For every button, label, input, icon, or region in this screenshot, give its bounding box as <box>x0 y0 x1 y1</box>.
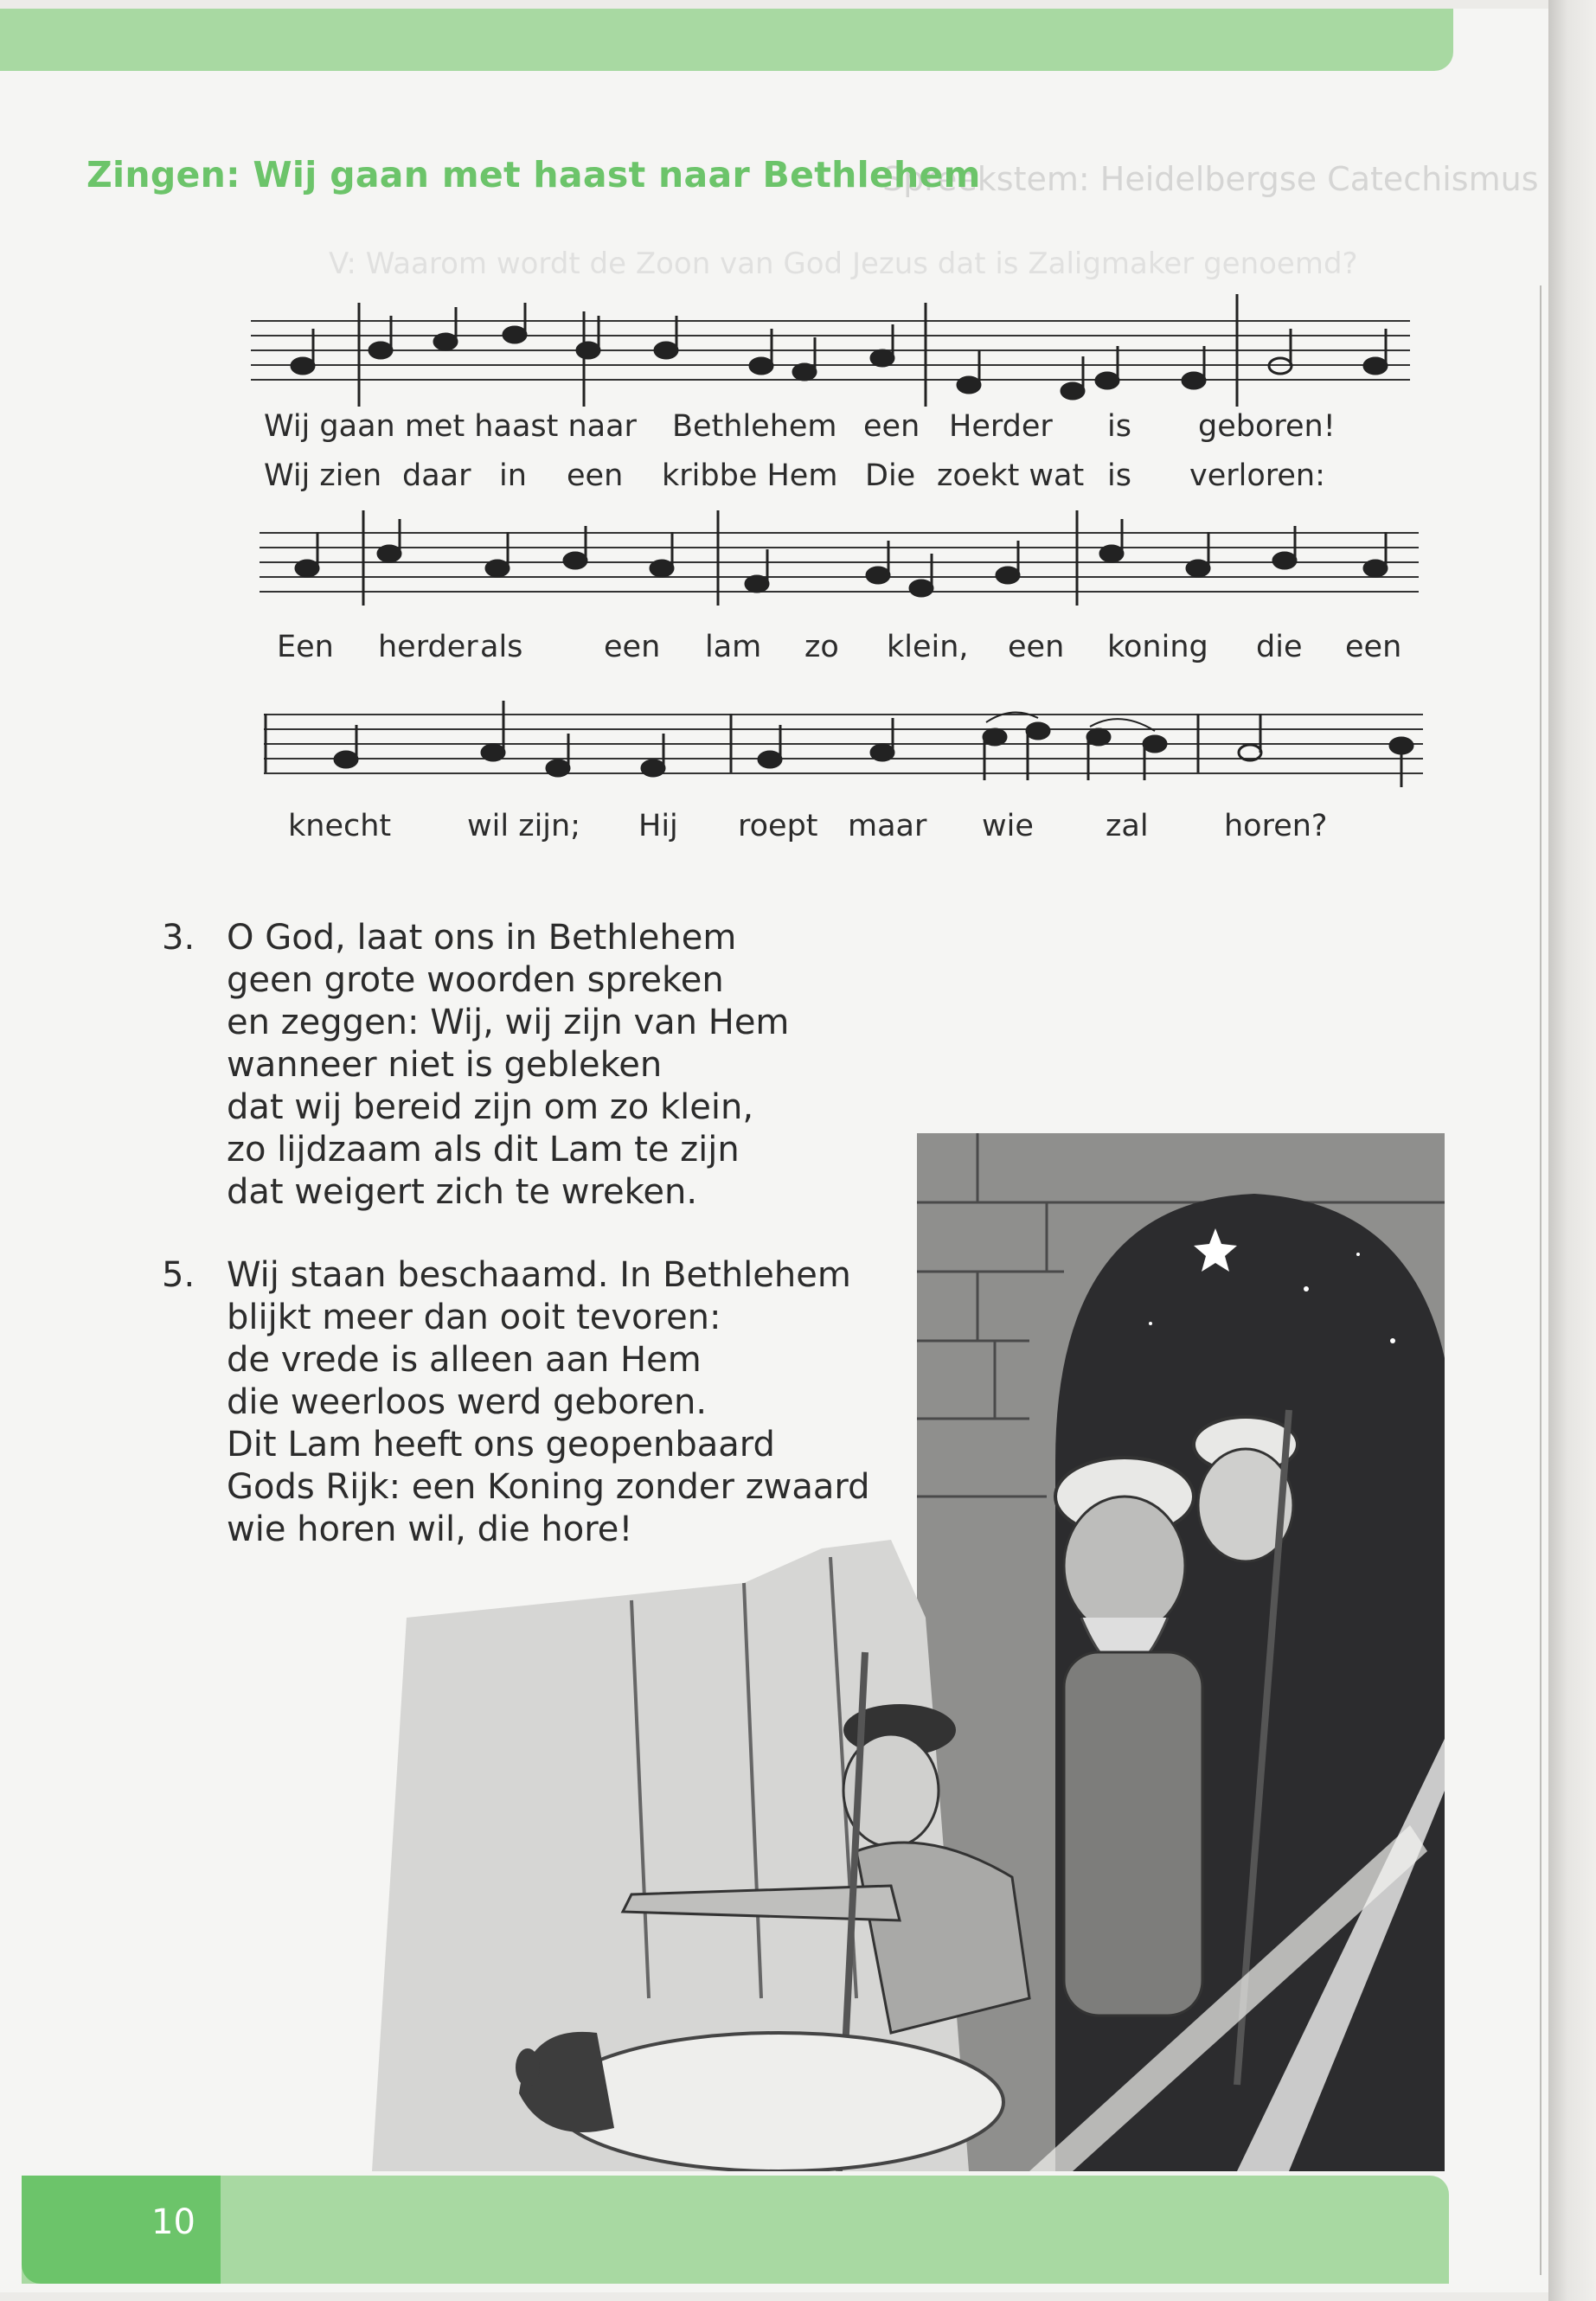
lyric: Wij zien <box>264 458 382 493</box>
lyric: Een <box>277 630 334 664</box>
lyric: zal <box>1106 809 1149 843</box>
shepherds-illustration <box>372 1133 1445 2171</box>
lyric: die <box>1256 630 1303 664</box>
lyric: wie <box>982 809 1034 843</box>
page-edge-line <box>1540 285 1542 2275</box>
lyric: een <box>604 630 661 664</box>
lyric: in <box>499 458 527 493</box>
show-through-text: V: Waarom wordt de Zoon van God Jezus dat is Zaligmaker genoemd? <box>329 247 1358 281</box>
lyric: daar <box>402 458 471 493</box>
verse-line: Dit Lam heeft ons geopenbaard <box>227 1425 775 1465</box>
lyric: knecht <box>288 809 392 843</box>
lyric: een <box>567 458 624 493</box>
lyric: kribbe Hem <box>662 458 838 493</box>
verse-line: wanneer niet is gebleken <box>227 1045 663 1085</box>
lyric: koning <box>1107 630 1208 664</box>
verse-line: zo lijdzaam als dit Lam te zijn <box>227 1130 740 1170</box>
music-notes-3 <box>264 683 1423 813</box>
lyric: Hij <box>638 809 678 843</box>
lyric: roept <box>738 809 818 843</box>
verse-number: 3. <box>162 918 195 958</box>
lyric: Herder <box>949 409 1053 444</box>
song-title: Zingen: Wij gaan met haast naar Bethlehem <box>87 154 981 195</box>
verse-line: en zeggen: Wij, wij zijn van Hem <box>227 1003 790 1042</box>
show-through-text: Spreekstem: Heidelbergse Catechismus <box>882 160 1539 198</box>
lyric: is <box>1107 458 1131 493</box>
lyric: Wij gaan met haast naar <box>264 409 637 444</box>
lyric: zoekt wat <box>937 458 1085 493</box>
lyric: als <box>480 630 523 664</box>
verse-line: de vrede is alleen aan Hem <box>227 1340 702 1380</box>
verse-line: Gods Rijk: een Koning zonder zwaard <box>227 1467 870 1507</box>
verse-line: wie horen wil, die hore! <box>227 1509 633 1549</box>
verse-number: 5. <box>162 1255 195 1295</box>
lyric: horen? <box>1224 809 1328 843</box>
lyric: wil zijn; <box>467 809 580 843</box>
lyric: herder <box>378 630 478 664</box>
music-notes-1 <box>251 285 1410 424</box>
verse-line: O God, laat ons in Bethlehem <box>227 918 737 958</box>
lyric: lam <box>705 630 762 664</box>
verse-line: blijkt meer dan ooit tevoren: <box>227 1298 721 1337</box>
verse-line: die weerloos werd geboren. <box>227 1382 708 1422</box>
page-edge <box>1548 0 1596 2301</box>
verse-line: geen grote woorden spreken <box>227 960 724 1000</box>
lyric: klein, <box>887 630 969 664</box>
bottom-color-band <box>22 2176 1449 2284</box>
lyric: Bethlehem <box>672 409 837 444</box>
lyric: een <box>863 409 920 444</box>
lyric: zo <box>804 630 839 664</box>
lyric: Die <box>865 458 916 493</box>
verse-line: Wij staan beschaamd. In Bethlehem <box>227 1255 851 1295</box>
lyric: verloren: <box>1189 458 1325 493</box>
top-color-band <box>0 9 1453 71</box>
lyric: geboren! <box>1198 409 1336 444</box>
verse-line: dat wij bereid zijn om zo klein, <box>227 1087 754 1127</box>
lyric: een <box>1008 630 1065 664</box>
page-number: 10 <box>151 2202 195 2242</box>
music-notes-2 <box>260 502 1419 631</box>
verse-line: dat weigert zich te wreken. <box>227 1172 698 1212</box>
lyric: is <box>1107 409 1131 444</box>
lyric: een <box>1345 630 1402 664</box>
lyric: maar <box>848 809 927 843</box>
